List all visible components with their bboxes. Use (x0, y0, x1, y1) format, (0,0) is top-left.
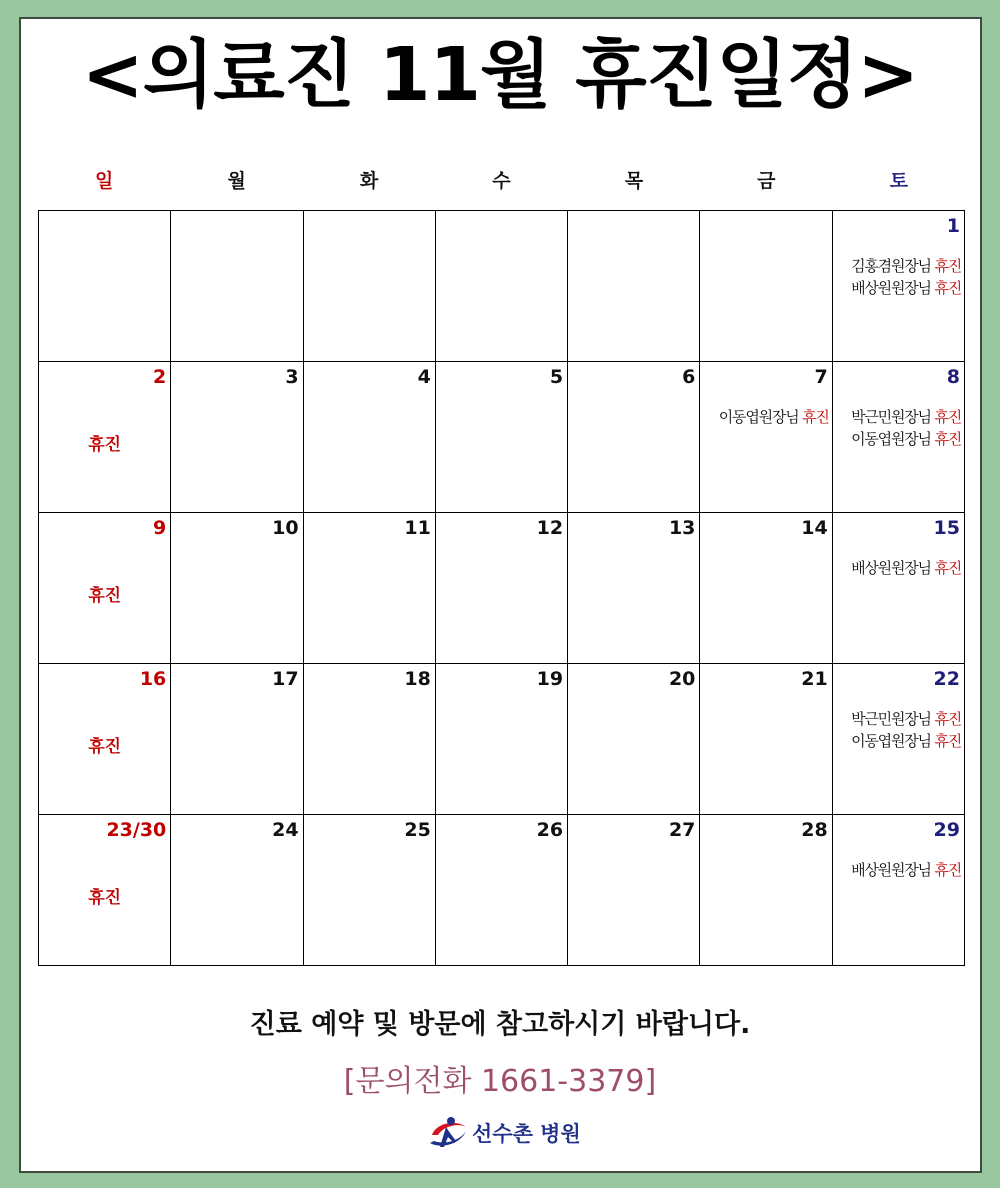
doctor-name: 김홍겸원장님 (851, 257, 931, 275)
doctor-name: 박근민원장님 (851, 408, 931, 426)
holiday-label: 휴진 (88, 586, 122, 606)
calendar-day-cell (39, 211, 171, 362)
calendar-day-cell (39, 815, 171, 966)
day-number: 14 (801, 517, 828, 539)
calendar-day-cell (303, 513, 435, 664)
weekday-mon: 월 (227, 170, 246, 192)
leave-status: 휴진 (802, 408, 829, 426)
day-number: 6 (682, 366, 696, 388)
day-number: 13 (668, 517, 696, 539)
doctor-leave-notes (851, 406, 961, 450)
calendar-day-cell (171, 815, 303, 966)
calendar-day-cell (39, 362, 171, 513)
doctor-leave-line (851, 708, 961, 730)
holiday-label: 휴진 (88, 435, 122, 455)
calendar-day-cell (171, 362, 303, 513)
doctor-leave-line (851, 859, 961, 881)
day-number: 18 (404, 668, 431, 690)
calendar-day-cell (303, 362, 435, 513)
calendar-day-cell (568, 513, 700, 664)
day-number: 1 (946, 215, 960, 237)
doctor-name: 배상원원장님 (851, 279, 931, 297)
doctor-leave-notes (851, 708, 961, 752)
calendar-day-cell (303, 815, 435, 966)
calendar-day-cell (171, 211, 303, 362)
weekday-thu: 목 (624, 170, 644, 192)
calendar-day-cell (700, 211, 832, 362)
calendar-week-row (39, 513, 965, 664)
day-number: 17 (272, 668, 299, 690)
calendar-day-cell (303, 664, 435, 815)
doctor-leave-notes (851, 859, 961, 881)
leave-status: 휴진 (934, 861, 961, 879)
calendar-day-cell (39, 664, 171, 815)
calendar-week-row (39, 815, 965, 966)
calendar-week-row (39, 362, 965, 513)
leave-status: 휴진 (934, 732, 961, 750)
day-number: 9 (153, 517, 167, 539)
calendar-day-cell (832, 664, 964, 815)
weekday-wed: 수 (492, 170, 511, 192)
holiday-label: 휴진 (88, 737, 122, 757)
hospital-logo (426, 1113, 581, 1153)
calendar-day-cell (435, 513, 567, 664)
doctor-name: 배상원원장님 (851, 559, 931, 577)
calendar-week-row (39, 664, 965, 815)
leave-status: 휴진 (934, 279, 961, 297)
calendar-grid (38, 210, 965, 966)
calendar-day-cell (435, 362, 567, 513)
calendar-day-cell (832, 815, 964, 966)
day-number: 27 (668, 819, 696, 841)
calendar-day-cell (700, 664, 832, 815)
doctor-leave-notes (719, 406, 829, 428)
doctor-leave-notes (851, 557, 961, 579)
calendar-day-cell (568, 664, 700, 815)
day-number: 21 (801, 668, 828, 690)
weekday-tue: 화 (359, 170, 379, 192)
day-number: 7 (814, 366, 828, 388)
day-number: 20 (668, 668, 696, 690)
doctor-leave-line (719, 406, 829, 428)
calendar-day-cell (832, 211, 964, 362)
calendar-day-cell (568, 211, 700, 362)
weekday-header (38, 166, 965, 193)
doctor-name: 배상원원장님 (851, 861, 931, 879)
doctor-leave-line (851, 255, 961, 277)
doctor-leave-line (851, 730, 961, 752)
day-number: 22 (933, 668, 960, 690)
leave-status: 휴진 (934, 430, 961, 448)
day-number: 11 (404, 517, 431, 539)
calendar-day-cell (700, 362, 832, 513)
day-number: 4 (417, 366, 431, 388)
doctor-name: 이동엽원장님 (851, 732, 931, 750)
day-number: 23/30 (106, 819, 167, 841)
day-number: 15 (933, 517, 960, 539)
leave-status: 휴진 (934, 257, 961, 275)
doctor-name: 이동엽원장님 (718, 408, 799, 426)
doctor-leave-line (851, 406, 961, 428)
calendar-day-cell (435, 815, 567, 966)
doctor-leave-line (851, 557, 961, 579)
calendar-day-cell (832, 362, 964, 513)
weekday-sun: 일 (95, 170, 114, 192)
calendar-day-cell (171, 664, 303, 815)
phone-contact: [문의전화 1661-3379] (343, 1064, 657, 1099)
day-number: 19 (536, 668, 564, 690)
leave-status: 휴진 (934, 710, 961, 728)
calendar-day-cell (568, 362, 700, 513)
leave-status: 휴진 (934, 559, 961, 577)
calendar-day-cell (568, 815, 700, 966)
calendar-day-cell (303, 211, 435, 362)
doctor-leave-line (851, 277, 961, 299)
page-title: <의료진 11월 휴진일정> (81, 32, 919, 118)
day-number: 25 (404, 819, 431, 841)
calendar-day-cell (700, 513, 832, 664)
notice-text: 진료 예약 및 방문에 참고하시기 바랍니다. (249, 1009, 751, 1040)
day-number: 29 (933, 819, 960, 841)
calendar-day-cell (435, 664, 567, 815)
day-number: 16 (139, 668, 167, 690)
day-number: 24 (272, 819, 299, 841)
calendar-day-cell (435, 211, 567, 362)
calendar-day-cell (700, 815, 832, 966)
doctor-leave-notes (851, 255, 961, 299)
day-number: 12 (536, 517, 564, 539)
weekday-sat: 토 (889, 170, 908, 192)
day-number: 5 (549, 366, 564, 388)
day-number: 3 (285, 366, 299, 388)
day-number: 26 (536, 819, 564, 841)
holiday-label: 휴진 (88, 888, 122, 908)
calendar-week-row (39, 211, 965, 362)
weekday-fri: 금 (757, 170, 776, 192)
doctor-name: 박근민원장님 (851, 710, 931, 728)
day-number: 2 (153, 366, 167, 388)
day-number: 8 (946, 366, 960, 388)
doctor-name: 이동엽원장님 (851, 430, 931, 448)
leave-status: 휴진 (934, 408, 961, 426)
calendar-day-cell (39, 513, 171, 664)
calendar-day-cell (832, 513, 964, 664)
runner-logo-icon (426, 1113, 470, 1153)
day-number: 10 (272, 517, 299, 539)
calendar-day-cell (171, 513, 303, 664)
doctor-leave-line (851, 428, 961, 450)
hospital-name: 선수촌 병원 (472, 1122, 581, 1146)
day-number: 28 (801, 819, 828, 841)
